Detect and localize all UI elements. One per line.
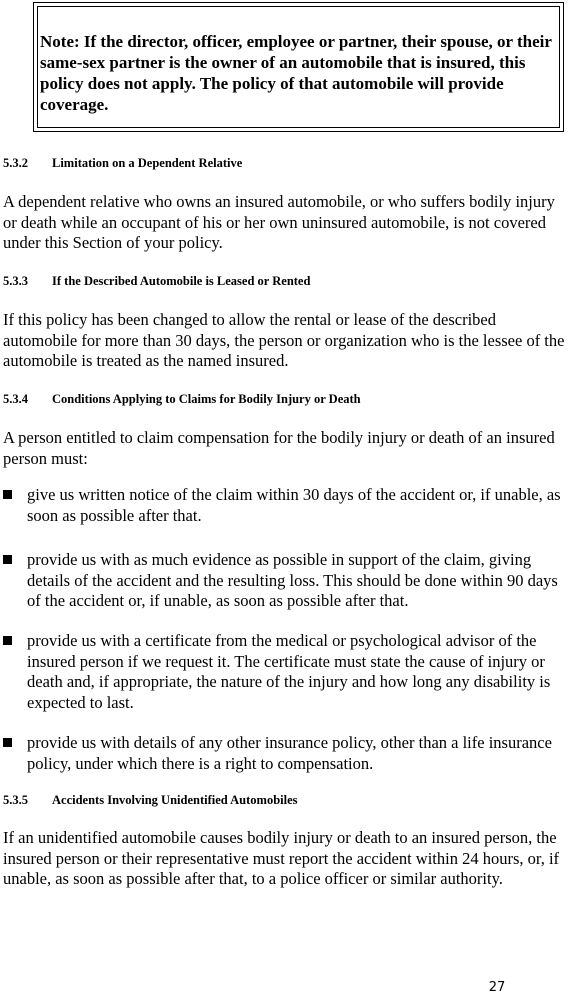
- list-item: provide us with as much evidence as possible in support of the claim, giving details of the accident and the resulting loss. This should be done within 90 days of the accident or, if unable, as soon as possible after that.: [27, 550, 558, 610]
- section-title: Limitation on a Dependent Relative: [52, 156, 243, 170]
- list-item: give us written notice of the claim within 30 days of the accident or, if unable, as soon as possible after that.: [27, 485, 561, 525]
- section-number: 5.3.3: [3, 274, 28, 288]
- list-item: provide us with a certificate from the medical or psychological advisor of the insured person if we request it. The certificate must state the cause of injury or death and, if appropriate, the nature of the injury and how long any disability is expected to last.: [27, 631, 551, 712]
- section-number: 5.3.4: [3, 392, 28, 406]
- section-title: If the Described Automobile is Leased or Rented: [52, 274, 311, 288]
- section-body-5-3-5: If an unidentified automobile causes bodily injury or death to an insured person, the insured person or their representative must report the accident within 24 hours, or, if unable, as soon as possible after that, to a police officer or similar authority.: [3, 828, 560, 888]
- section-heading-5-3-2: [3, 156, 242, 171]
- section-title: Accidents Involving Unidentified Automobiles: [52, 793, 298, 807]
- section-body-5-3-4: A person entitled to claim compensation for the bodily injury or death of an insured person must:: [3, 428, 555, 468]
- section-heading-5-3-5: [3, 793, 298, 808]
- section-body-5-3-2: A dependent relative who owns an insured automobile, or who suffers bodily injury or death while an occupant of his or her own uninsured automobile, is not covered under this Section of your policy.: [3, 192, 555, 252]
- section-number: 5.3.2: [3, 156, 28, 170]
- bullet-square-icon: [3, 636, 12, 645]
- bullet-square-icon: [3, 738, 12, 747]
- section-title: Conditions Applying to Claims for Bodily Injury or Death: [52, 392, 361, 406]
- section-body-5-3-3: If this policy has been changed to allow the rental or lease of the described automobile for more than 30 days, the person or organization who is the lessee of the automobile is treated as the named insured.: [3, 310, 565, 370]
- section-heading-5-3-4: [3, 392, 361, 407]
- bullet-square-icon: [3, 490, 12, 499]
- section-heading-5-3-3: [3, 274, 310, 289]
- note-text: Note: If the director, officer, employee or partner, their spouse, or their same-sex partner is the owner of an automobile that is insured, this policy does not apply. The policy of that automobile will provide coverage.: [40, 32, 552, 114]
- note-box: [33, 2, 564, 132]
- section-number: 5.3.5: [3, 793, 28, 807]
- bullet-square-icon: [3, 555, 12, 564]
- list-item: provide us with details of any other insurance policy, other than a life insurance policy, under which there is a right to compensation.: [27, 733, 552, 773]
- page-number-text: 27: [488, 980, 506, 995]
